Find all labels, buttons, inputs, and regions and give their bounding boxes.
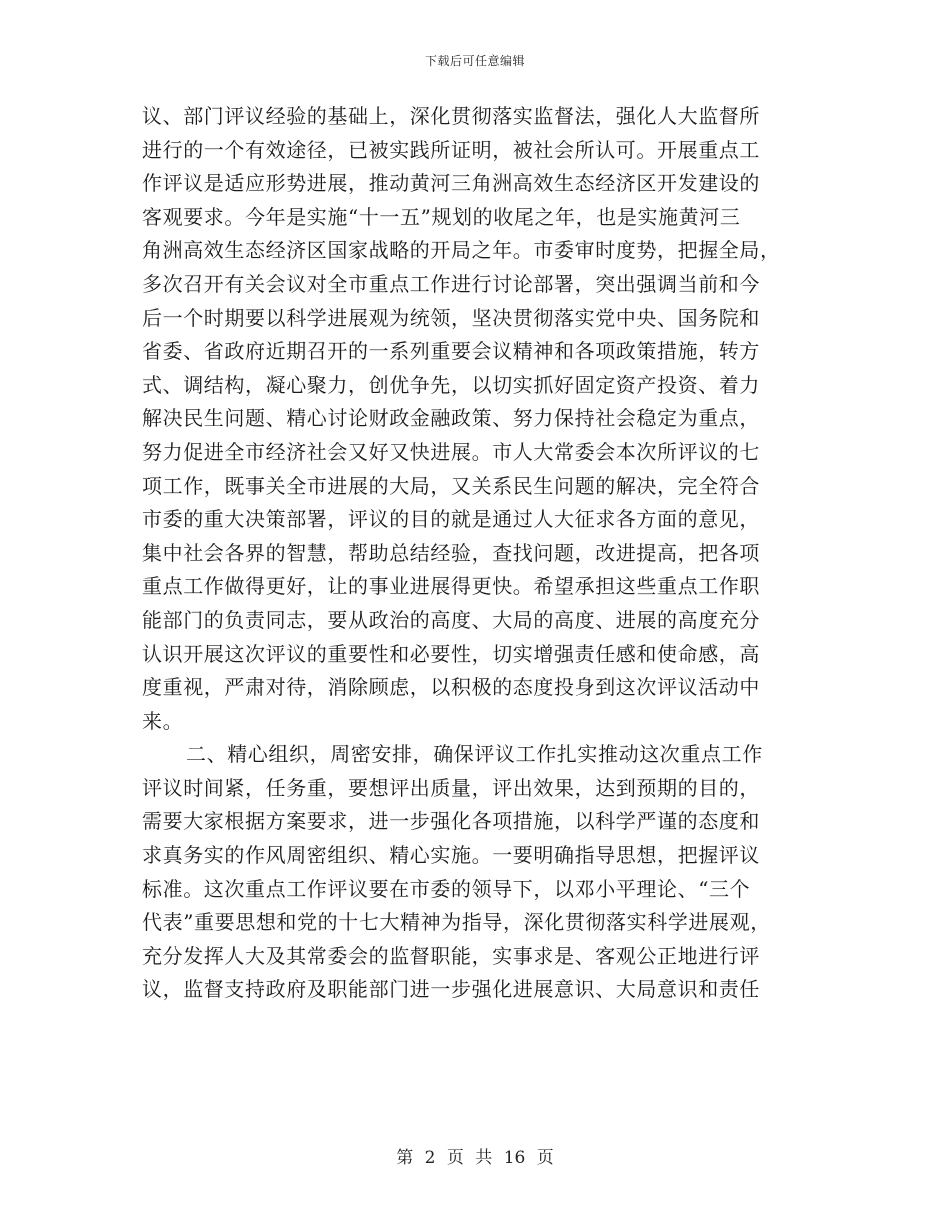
- text-line: 代表”重要思想和党的十七大精神为指导，深化贯彻落实科学进展观，: [142, 910, 771, 935]
- text-line: 认识开展这次评议的重要性和必要性，切实增强责任感和使命感，高: [142, 641, 760, 666]
- text-line: 角洲高效生态经济区国家战略的开局之年。市委审时度势，把握全局，: [142, 238, 781, 263]
- text-line: 集中社会各界的智慧，帮助总结经验，查找问题，改进提高，把各项: [142, 540, 760, 565]
- text-line: 议、部门评议经验的基础上，深化贯彻落实监督法，强化人大监督所: [142, 104, 760, 128]
- body-text: [142, 100, 802, 1007]
- text-line: 市委的重大决策部署，评议的目的就是通过人大征求各方面的意见，: [142, 507, 760, 532]
- text-line: 需要大家根据方案要求，进一步强化各项措施，以科学严谨的态度和: [142, 809, 760, 834]
- page-number-footer: 第 2 页 共 16 页: [396, 1148, 554, 1168]
- text-line: 进行的一个有效途径，已被实践所证明，被社会所认可。开展重点工: [142, 137, 760, 162]
- text-line: 项工作，既事关全市进展的大局，又关系民生问题的解决，完全符合: [142, 473, 760, 498]
- text-line: 来。: [142, 708, 184, 733]
- text-line: 评议时间紧，任务重，要想评出质量，评出效果，达到预期的目的，: [142, 775, 760, 800]
- text-line: 充分发挥人大及其常委会的监督职能，实事求是、客观公正地进行评: [142, 943, 760, 968]
- text-line: 多次召开有关会议对全市重点工作进行讨论部署，突出强调当前和今: [142, 271, 760, 296]
- text-line: 省委、省政府近期召开的一系列重要会议精神和各项政策措施，转方: [142, 339, 760, 364]
- text-line: 努力促进全市经济社会又好又快进展。市人大常委会本次所评议的七: [142, 439, 760, 464]
- text-line: 度重视，严肃对待，消除顾虑，以积极的态度投身到这次评议活动中: [142, 675, 760, 700]
- text-line: 作评议是适应形势进展，推动黄河三角洲高效生态经济区开发建设的: [142, 171, 760, 196]
- text-line: 能部门的负责同志，要从政治的高度、大局的高度、进展的高度充分: [142, 607, 760, 632]
- text-line: 式、调结构，凝心聚力，创优争先，以切实抓好固定资产投资、着力: [142, 372, 760, 397]
- text-line: 重点工作做得更好，让的事业进展得更快。希望承担这些重点工作职: [142, 574, 760, 599]
- text-line: 解决民生问题、精心讨论财政金融政策、努力保持社会稳定为重点，: [142, 406, 760, 431]
- text-line: 求真务实的作风周密组织、精心实施。一要明确指导思想，把握评议: [142, 843, 760, 868]
- text-line: 客观要求。今年是实施“十一五”规划的收尾之年，也是实施黄河三: [142, 204, 741, 229]
- text-line: 议，监督支持政府及职能部门进一步强化进展意识、大局意识和责任: [142, 977, 760, 1002]
- page-header: 下载后可任意编辑: [424, 54, 525, 68]
- section-heading-line: 二、精心组织，周密安排，确保评议工作扎实推动这次重点工作: [186, 742, 763, 767]
- text-line: 标准。这次重点工作评议要在市委的领导下，以邓小平理论、“三个: [142, 876, 751, 901]
- text-line: 后一个时期要以科学进展观为统领，坚决贯彻落实党中央、国务院和: [142, 305, 760, 330]
